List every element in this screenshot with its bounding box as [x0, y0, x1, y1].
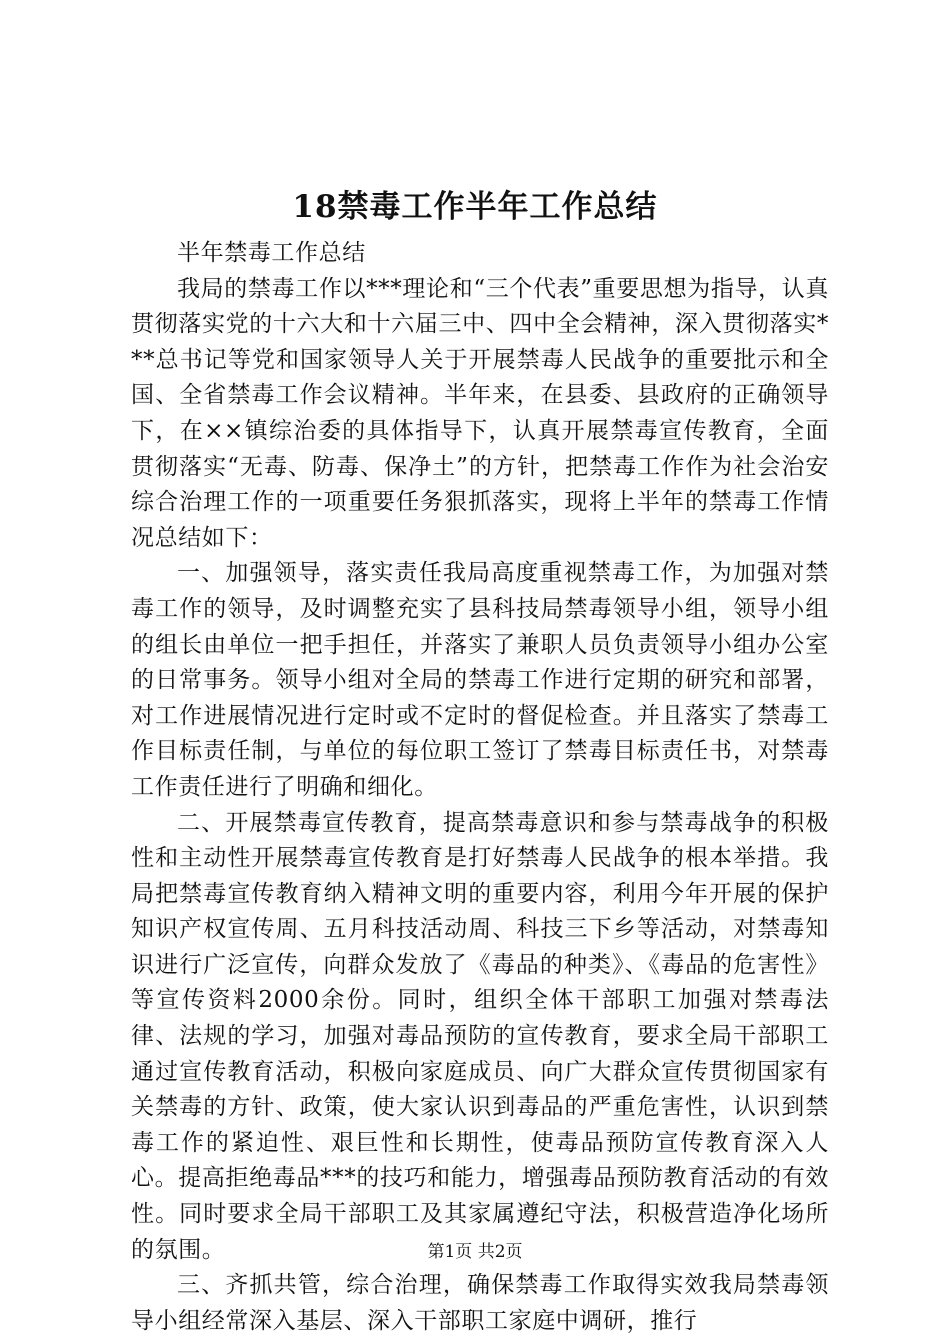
subtitle-paragraph: 半年禁毒工作总结: [177, 240, 366, 266]
section-three-paragraph: 三、齐抓共管，综合治理，确保禁毒工作取得实效我局禁毒领导小组经常深入基层、深入干部职工家庭中调研，推行: [131, 1272, 829, 1334]
document-title: 18禁毒工作半年工作总结: [292, 189, 658, 225]
section-two-paragraph: 二、开展禁毒宣传教育，提高禁毒意识和参与禁毒战争的积极性和主动性开展禁毒宣传教育是打好禁毒人民战争的根本举措。我局把禁毒宣传教育纳入精神文明的重要内容，利用今年开展的保护知识产权宣传周、五月科技活动周、科技三下乡等活动，对禁毒知识进行广泛宣传，向群众发放了《毒品的种类》、《毒品的危害性》等宣传资料2000余份。同时，组织全体干部职工加强对禁毒法律、法规的学习，加强对毒品预防的宣传教育，要求全局干部职工通过宣传教育活动，积极向家庭成员、向广大群众宣传贯彻国家有关禁毒的方针、政策，使大家认识到毒品的严重危害性，认识到禁毒工作的紧迫性、艰巨性和长期性，使毒品预防宣传教育深入人心。提高拒绝毒品***的技巧和能力，增强毒品预防教育活动的有效性。同时要求全局干部职工及其家属遵纪守法，积极营造净化场所的氛围。: [131, 809, 829, 1263]
page-footer: 第1页 共2页: [427, 1242, 523, 1262]
document-body: [131, 236, 829, 1339]
section-one-paragraph: 一、加强领导，落实责任我局高度重视禁毒工作，为加强对禁毒工作的领导，及时调整充实了县科技局禁毒领导小组，领导小组的组长由单位一把手担任，并落实了兼职人员负责领导小组办公室的日常事务。领导小组对全局的禁毒工作进行定期的研究和部署，对工作进展情况进行定时或不定时的督促检查。并且落实了禁毒工作目标责任制，与单位的每位职工签订了禁毒目标责任书，对禁毒工作责任进行了明确和细化。: [131, 560, 829, 800]
intro-paragraph: 我局的禁毒工作以***理论和“三个代表”重要思想为指导，认真贯彻落实党的十六大和十六届三中、四中全会精神，深入贯彻落实***总书记等党和国家领导人关于开展禁毒人民战争的重要批示和全国、全省禁毒工作会议精神。半年来，在县委、县政府的正确领导下，在××镇综治委的具体指导下，认真开展禁毒宣传教育，全面贯彻落实“无毒、防毒、保净土”的方针，把禁毒工作作为社会治安综合治理工作的一项重要任务狠抓落实，现将上半年的禁毒工作情况总结如下：: [131, 275, 829, 551]
